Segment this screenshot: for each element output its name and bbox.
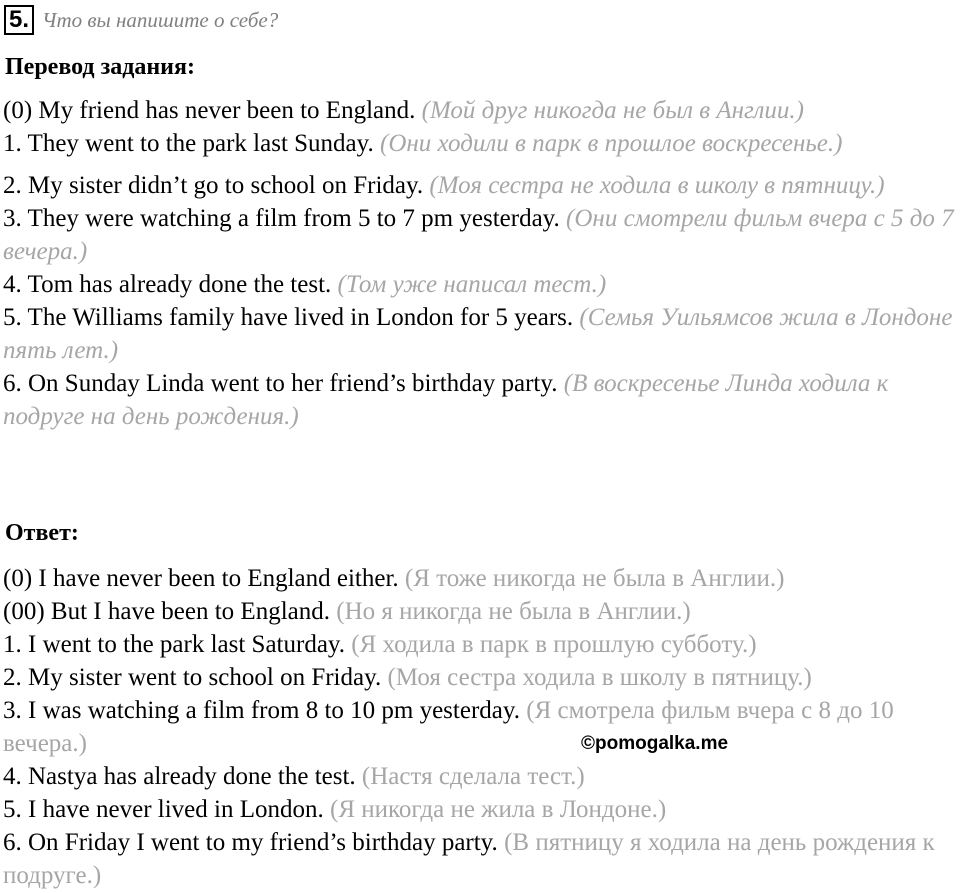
answer-item-0 — [3, 562, 958, 595]
translation-item-ru: (Они смотрели фильм вчера с 5 до 7 вечера.) — [3, 205, 954, 265]
answer-list — [3, 562, 958, 892]
translation-item-ru: (Они ходили в парк в прошлое воскресенье.) — [380, 130, 843, 157]
answer-item-ru: (В пятницу я ходила на день рождения к подруге.) — [3, 829, 935, 889]
answer-item-en: 3. I was watching a film from 8 to 10 pm yesterday. — [3, 697, 521, 724]
translation-item-2 — [3, 169, 958, 202]
answer-item-en: (0) I have never been to England either. — [3, 565, 399, 592]
translation-item-4 — [3, 268, 958, 301]
translation-item-en: 4. Tom has already done the test. — [3, 271, 332, 298]
translation-item-en: (0) My friend has never been to England. — [3, 97, 416, 124]
answer-item-ru: (Настя сделала тест.) — [361, 763, 585, 790]
answer-item-ru: (Я ходила в парк в прошлую субботу.) — [351, 631, 757, 658]
answer-item-3 — [3, 694, 958, 760]
answer-heading: Ответ: — [5, 520, 79, 546]
translation-item-en: 2. My sister didn’t go to school on Friday. — [3, 172, 424, 199]
answer-item-ru: (Я никогда не жила в Лондоне.) — [330, 796, 667, 823]
translation-item-ru: (Семья Уильямсов жила в Лондоне пять лет.) — [3, 304, 953, 364]
answer-item-6 — [3, 826, 958, 892]
answer-item-en: 1. I went to the park last Saturday. — [3, 631, 346, 658]
translation-item-en: 3. They were watching a film from 5 to 7 pm yesterday. — [3, 205, 560, 232]
answer-item-2 — [3, 661, 958, 694]
task-question: Что вы напишите о себе? — [42, 7, 279, 32]
translation-item-6 — [3, 367, 958, 433]
watermark: ©pomogalka.me — [581, 733, 729, 754]
translation-item-ru: (Мой друг никогда не был в Англии.) — [421, 97, 804, 124]
translation-item-ru: (Том уже написал тест.) — [337, 271, 607, 298]
answer-item-ru: (Я тоже никогда не была в Англии.) — [404, 565, 785, 592]
answer-item-ru: (Я смотрела фильм вчера с 8 до 10 вечера.) — [3, 697, 894, 757]
translation-heading: Перевод задания: — [5, 54, 195, 80]
translation-item-ru: (Моя сестра не ходила в школу в пятницу.) — [429, 172, 885, 199]
answer-item-ru: (Моя сестра ходила в школу в пятницу.) — [387, 664, 812, 691]
answer-item-en: (00) But I have been to England. — [3, 598, 330, 625]
answer-item-ru: (Но я никогда не была в Англии.) — [336, 598, 691, 625]
translation-item-ru: (В воскресенье Линда ходила к подруге на день рождения.) — [3, 370, 889, 430]
task-number: 5. — [4, 5, 34, 35]
answer-item-5 — [3, 793, 958, 826]
translation-item-en: 5. The Williams family have lived in London for 5 years. — [3, 304, 574, 331]
answer-item-en: 4. Nastya has already done the test. — [3, 763, 356, 790]
translation-item-5 — [3, 301, 958, 367]
translation-list — [3, 94, 958, 433]
spacer — [3, 160, 958, 169]
translation-item-en: 6. On Sunday Linda went to her friend’s birthday party. — [3, 370, 558, 397]
translation-item-1 — [3, 127, 958, 160]
answer-item-en: 5. I have never lived in London. — [3, 796, 324, 823]
translation-item-0 — [3, 94, 958, 127]
answer-item-en: 6. On Friday I went to my friend’s birthday party. — [3, 829, 498, 856]
answer-item-4 — [3, 760, 958, 793]
translation-item-3 — [3, 202, 958, 268]
answer-item-en: 2. My sister went to school on Friday. — [3, 664, 382, 691]
task-header — [4, 4, 278, 36]
answer-item-1 — [3, 628, 958, 661]
translation-item-en: 1. They went to the park last Sunday. — [3, 130, 374, 157]
answer-item-00 — [3, 595, 958, 628]
